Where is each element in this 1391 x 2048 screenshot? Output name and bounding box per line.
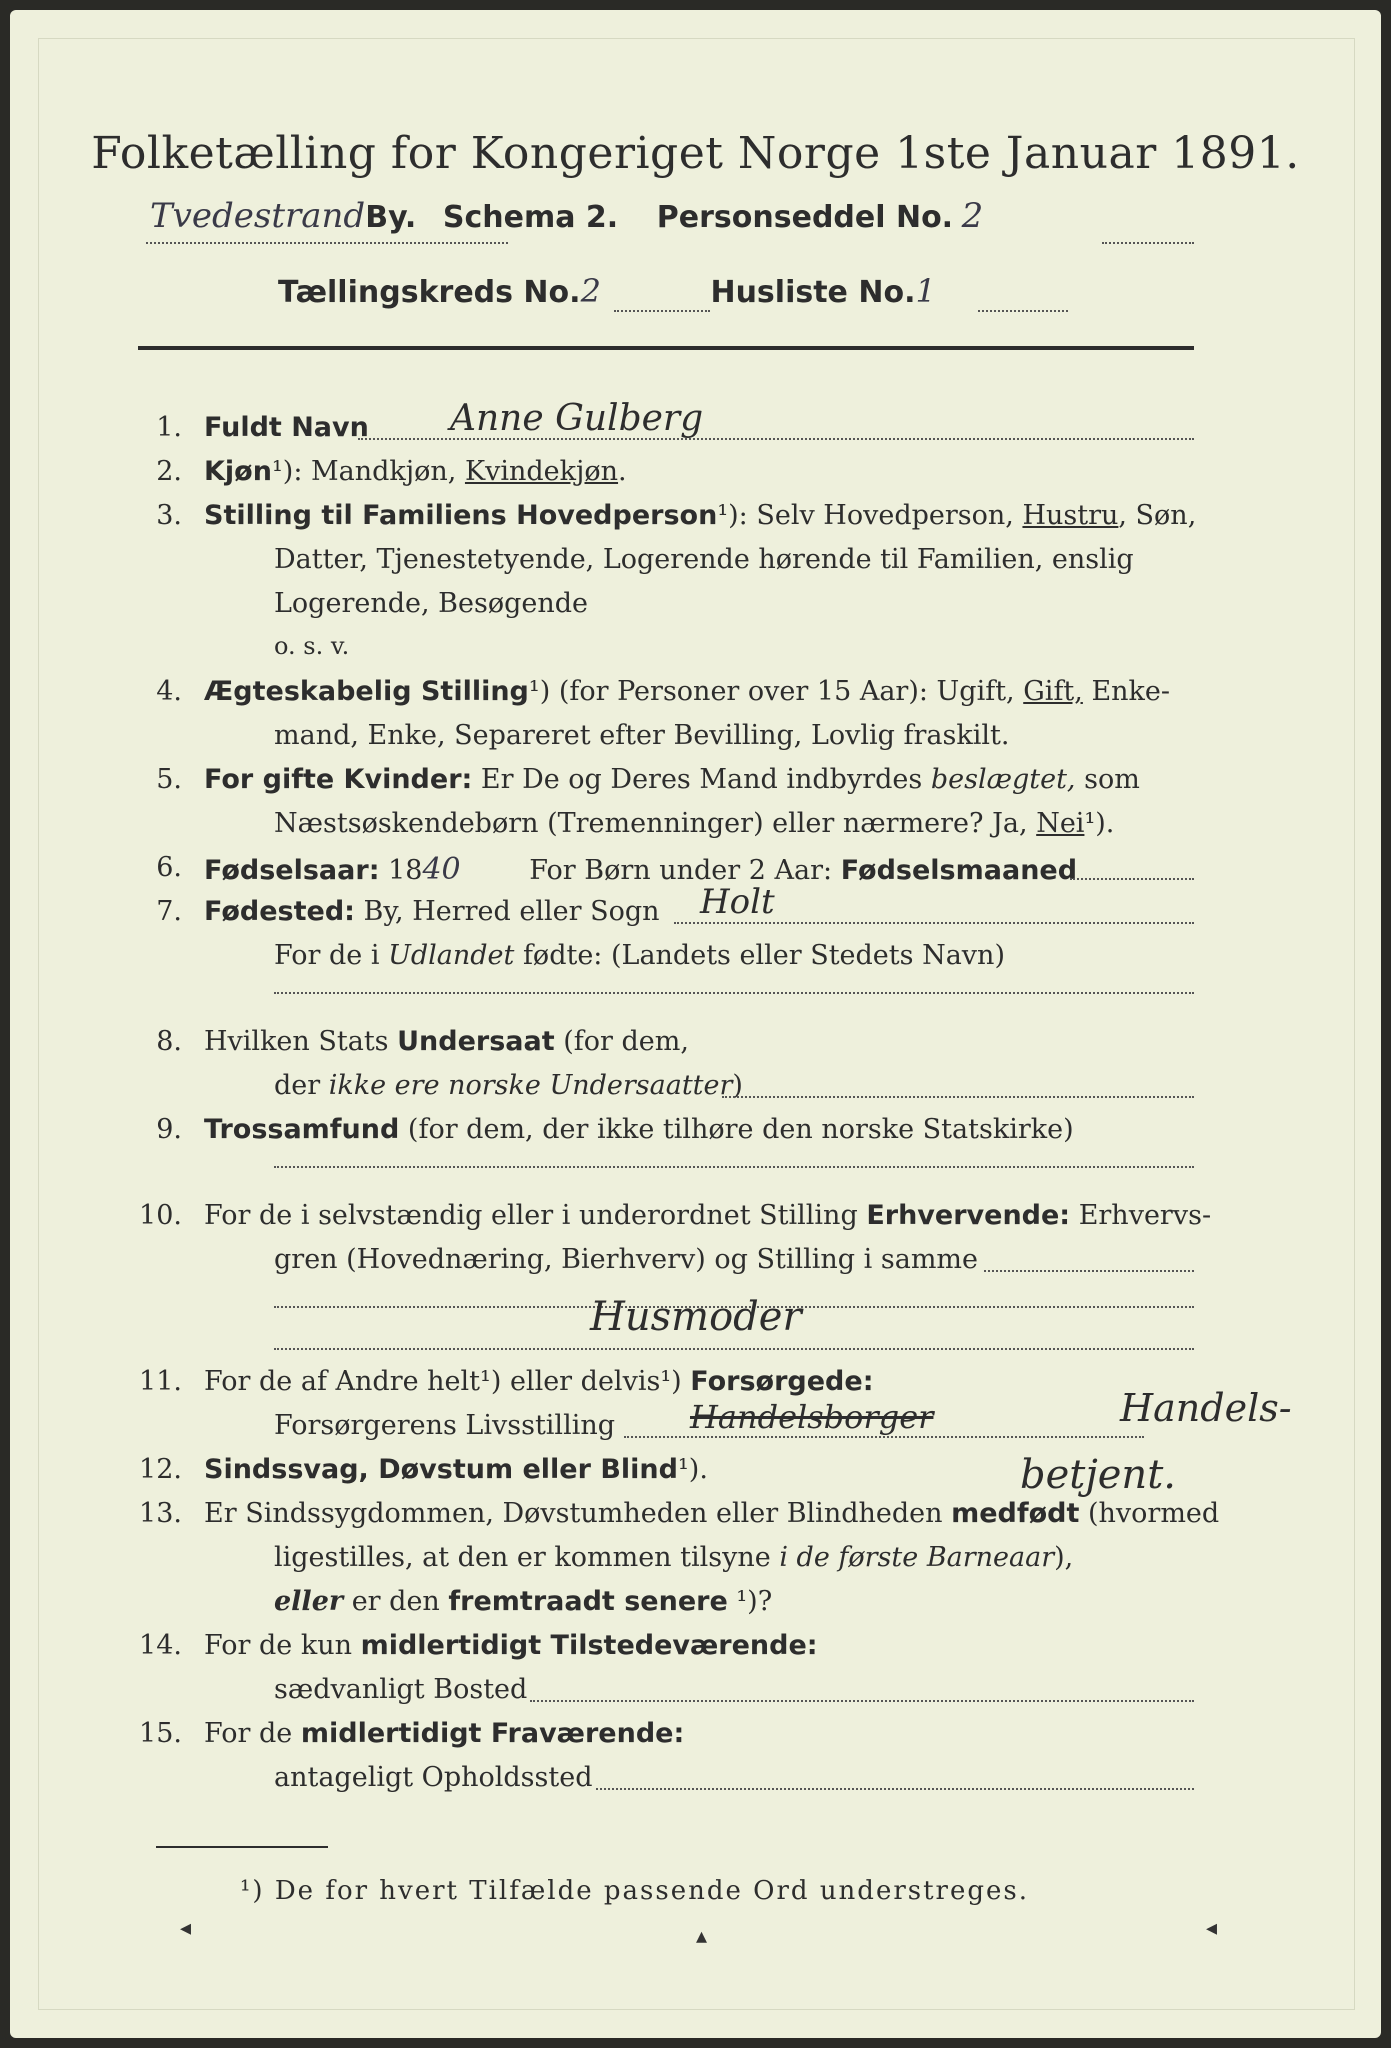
q11-text-a: For de af Andre helt — [204, 1366, 481, 1397]
q3-text-a: ): Selv Hovedperson, — [728, 500, 1023, 531]
q5-italic: beslægtet, — [930, 764, 1076, 795]
q7-dotted-line — [674, 922, 1194, 924]
q8-line-1 — [204, 1026, 689, 1057]
q3-text-b: , Søn, — [1118, 500, 1197, 531]
q4-line-2: mand, Enke, Separeret efter Bevilling, Lovlig fraskilt. — [274, 720, 1010, 751]
q14-text-a: For de kun — [204, 1630, 361, 1661]
q10-number: 10. — [139, 1200, 182, 1231]
personseddel-dotted-line — [1102, 242, 1194, 244]
q4-text-b: Enke- — [1082, 676, 1171, 707]
q13-label: medfødt — [951, 1498, 1080, 1529]
q15-line-2: antageligt Opholdssted — [274, 1762, 593, 1793]
q3-underlined-answer: Hustru — [1022, 500, 1119, 531]
q8-italic: ikke ere norske Undersaatter — [328, 1070, 733, 1101]
schema-label: Schema 2. — [442, 200, 619, 235]
q5-text-b: som — [1075, 764, 1140, 795]
header-rule — [138, 346, 1194, 350]
q8-dotted-line — [722, 1096, 1194, 1098]
q10-text-b: Erhvervs- — [1070, 1200, 1212, 1231]
q9-label: Trossamfund — [204, 1114, 400, 1145]
q15-number: 15. — [139, 1718, 182, 1749]
page-border — [38, 38, 1355, 2010]
q13-line-1 — [204, 1498, 1219, 1529]
q13-text-c: ligestilles, at den er kommen tilsyne — [274, 1542, 780, 1573]
q7-line-1 — [204, 896, 660, 927]
q2-underlined-answer: Kvindekjøn — [464, 456, 619, 487]
q6-text: For Børn under 2 Aar: — [520, 855, 841, 886]
q6-prefix: 18 — [379, 855, 423, 886]
q12-label: Sindssvag, Døvstum eller Blind — [204, 1454, 678, 1485]
q4-number: 4. — [156, 676, 182, 707]
q2-tail: . — [618, 456, 627, 487]
q14-line-1 — [204, 1630, 818, 1661]
q13-italic-2: eller — [274, 1586, 344, 1617]
corner-mark-center-icon: ▴ — [696, 1924, 708, 1949]
corner-mark-right-icon: ◂ — [1206, 1916, 1218, 1941]
q8-text-d: ) — [732, 1070, 743, 1101]
q2-label: Kjøn — [204, 456, 272, 487]
q13-italic: i de første Barneaar — [779, 1542, 1055, 1573]
by-label: By. — [365, 200, 417, 235]
q15-label: midlertidigt Fraværende: — [300, 1718, 685, 1749]
corner-mark-left-icon: ◂ — [180, 1916, 192, 1941]
q7-text-c: fødte: (Landets eller Stedets Navn) — [514, 940, 1005, 971]
q5-text-d: ¹). — [1084, 808, 1115, 839]
q4-line-1 — [204, 676, 1170, 707]
q4-text-a: ) (for Personer over 15 Aar): Ugift, — [539, 676, 1024, 707]
q13-text-b: (hvormed — [1079, 1498, 1220, 1529]
q3-number: 3. — [156, 500, 182, 531]
q4-label: Ægteskabelig Stilling — [204, 676, 529, 707]
q11-dotted-line — [624, 1436, 1144, 1438]
q11-line-2: Forsørgerens Livsstilling — [274, 1410, 616, 1441]
q10-dotted-line-3 — [274, 1348, 1194, 1350]
footnote-rule — [156, 1846, 328, 1848]
q4-underlined-answer: Gift, — [1023, 676, 1083, 707]
q8-text-b: (for dem, — [554, 1026, 689, 1057]
q3-line-3: Logerende, Besøgende — [274, 588, 588, 619]
q7-line-2 — [274, 940, 1005, 971]
q6-year-answer: 40 — [422, 852, 461, 887]
kreds-label: Tællingskreds No. — [278, 275, 581, 310]
q5-line-2 — [274, 808, 1114, 839]
q3-label: Stilling til Familiens Hovedperson — [204, 500, 718, 531]
personseddel-label: Personseddel No. — [656, 200, 954, 235]
q13-text-a: Er Sindssygdommen, Døvstumheden eller Blindheden — [204, 1498, 952, 1529]
q15-line-1 — [204, 1718, 684, 1749]
q12-number: 12. — [139, 1454, 182, 1485]
q9-text: (for dem, der ikke tilhøre den norske Statskirke) — [399, 1114, 1074, 1145]
q1-answer: Anne Gulberg — [450, 398, 704, 439]
q14-dotted-line — [530, 1700, 1194, 1702]
header-line-2 — [278, 272, 936, 310]
q10-label: Erhvervende: — [866, 1200, 1071, 1231]
q9-number: 9. — [156, 1114, 182, 1145]
q11-text-b: ¹) eller delvis¹) — [480, 1366, 691, 1397]
q2-sup: ¹ — [271, 456, 283, 487]
footnote: ¹) De for hvert Tilfælde passende Ord understreges. — [240, 1876, 1030, 1906]
q1-label: Fuldt Navn — [204, 412, 369, 443]
q5-text-c: Næstsøskendebørn (Tremenninger) eller nærmere? Ja, — [274, 808, 1037, 839]
q12-tail: ¹). — [677, 1454, 708, 1485]
q2-number: 2. — [156, 456, 182, 487]
q1-number: 1. — [156, 412, 182, 443]
q5-underlined-answer: Nei — [1036, 808, 1085, 839]
q6-number: 6. — [156, 852, 182, 883]
q14-line-2: sædvanligt Bosted — [274, 1674, 528, 1705]
q15-dotted-line — [596, 1788, 1194, 1790]
q9-dotted-line — [274, 1166, 1194, 1168]
q11-answer-continued: betjent. — [1020, 1452, 1176, 1498]
husliste-number: 1 — [915, 272, 936, 310]
q3-line-1 — [204, 500, 1196, 531]
q13-label-2: fremtraadt senere — [448, 1586, 728, 1617]
q13-text-e: er den — [343, 1586, 449, 1617]
census-form-page — [10, 10, 1381, 2038]
q7-number: 7. — [156, 896, 182, 927]
q5-line-1 — [204, 764, 1140, 795]
q13-text-f: ¹)? — [727, 1586, 773, 1617]
q3-sup: ¹ — [717, 500, 729, 531]
q8-label: Undersaat — [397, 1026, 555, 1057]
q8-text-a: Hvilken Stats — [204, 1026, 398, 1057]
q3-line-4: o. s. v. — [274, 632, 350, 660]
q7-dotted-line-2 — [274, 992, 1194, 994]
husliste-dotted-line — [978, 310, 1068, 312]
q6-label-2: Fødselsmaaned — [840, 855, 1078, 886]
q6-dotted-line — [1070, 878, 1194, 880]
q7-text: By, Herred eller Sogn — [354, 896, 660, 927]
kreds-dotted-line — [614, 310, 710, 312]
q7-italic: Udlandet — [388, 940, 515, 971]
town-name-handwritten: Tvedestrand — [150, 196, 366, 236]
q3-line-2: Datter, Tjenestetyende, Logerende hørende til Familien, enslig — [274, 544, 1134, 575]
q9-row — [204, 1114, 1074, 1145]
q13-text-d: ), — [1054, 1542, 1074, 1573]
q7-text-b: For de i — [274, 940, 389, 971]
q2-text: ): Mandkjøn, — [282, 456, 465, 487]
q12-row — [204, 1454, 708, 1485]
q11-answer: Handels- — [1120, 1386, 1292, 1430]
q7-answer: Holt — [700, 882, 775, 922]
q5-number: 5. — [156, 764, 182, 795]
q5-text-a: Er De og Deres Mand indbyrdes — [472, 764, 931, 795]
kreds-number: 2 — [580, 272, 601, 310]
header-line-1 — [150, 196, 983, 236]
q10-line-2: gren (Hovednæring, Bierhverv) og Stilling i samme — [274, 1244, 979, 1275]
q11-number: 11. — [139, 1366, 182, 1397]
q13-line-2 — [274, 1542, 1073, 1573]
town-dotted-line — [146, 242, 508, 244]
q2-row — [204, 456, 627, 487]
q14-number: 14. — [139, 1630, 182, 1661]
q10-text-a: For de i selvstændig eller i underordnet Stilling — [204, 1200, 867, 1231]
q10-line-1 — [204, 1200, 1211, 1231]
q15-text-a: For de — [204, 1718, 301, 1749]
q8-number: 8. — [156, 1026, 182, 1057]
q5-label: For gifte Kvinder: — [204, 764, 473, 795]
q11-line-1 — [204, 1366, 874, 1397]
q11-label: Forsørgede: — [690, 1366, 874, 1397]
q13-line-3 — [274, 1586, 772, 1617]
form-title: Folketælling for Kongeriget Norge 1ste Januar 1891. — [91, 128, 1300, 179]
q6-row — [204, 852, 1077, 887]
personseddel-number: 2 — [961, 196, 984, 236]
q6-label: Fødselsaar: — [204, 855, 380, 886]
q1-row — [204, 412, 369, 443]
q14-label: midlertidigt Tilstedeværende: — [360, 1630, 818, 1661]
husliste-label: Husliste No. — [710, 275, 916, 310]
q4-sup: ¹ — [528, 676, 540, 707]
q13-number: 13. — [139, 1498, 182, 1529]
q10-dotted-line — [984, 1270, 1194, 1272]
q11-answer-struck: Handelsborger — [690, 1398, 934, 1436]
q7-label: Fødested: — [204, 896, 355, 927]
q8-line-2 — [274, 1070, 743, 1101]
q10-answer: Husmoder — [590, 1294, 802, 1340]
q8-text-c: der — [274, 1070, 329, 1101]
